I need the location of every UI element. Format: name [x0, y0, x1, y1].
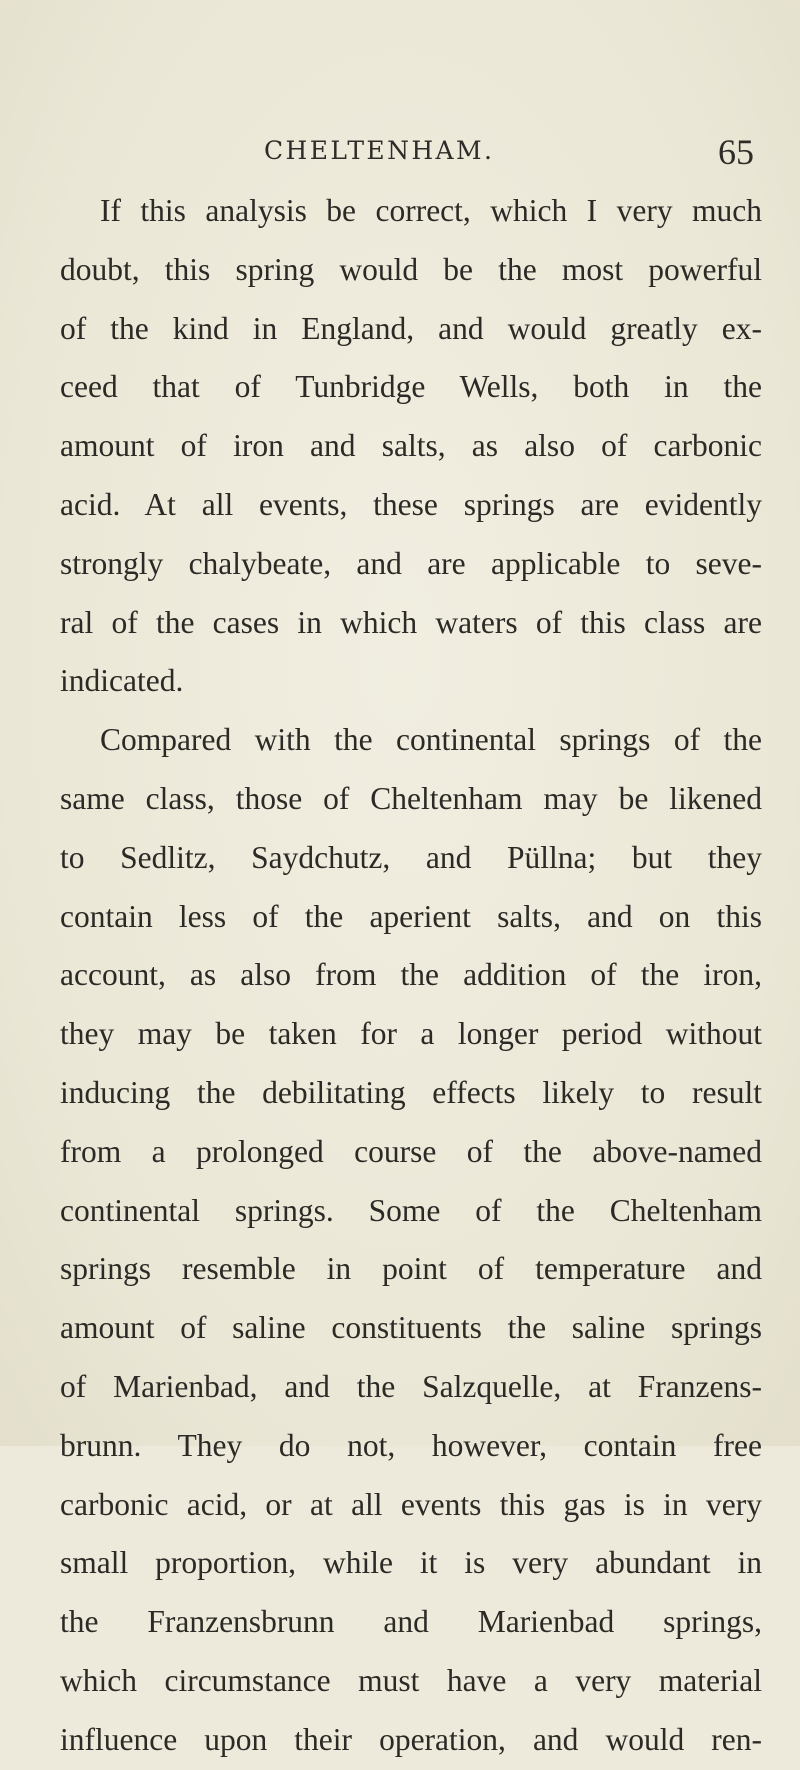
text-line: contain less of the aperient salts, and on this	[60, 898, 762, 934]
text-line: to Sedlitz, Saydchutz, and Püllna; but they	[60, 839, 762, 875]
text-line: brunn. They do not, however, contain free	[60, 1427, 762, 1463]
text-line: strongly chalybeate, and are applicable to seve-	[60, 545, 762, 581]
page-number: 65	[718, 132, 754, 172]
text-line: springs resemble in point of temperature and	[60, 1251, 762, 1287]
text-line: acid. At all events, these springs are evidently	[60, 486, 762, 522]
text-line: they may be taken for a longer period without	[60, 1016, 762, 1052]
text-line: ral of the cases in which waters of this class are	[60, 604, 762, 640]
running-head-title: CHELTENHAM.	[264, 136, 495, 165]
text-line: which circumstance must have a very material	[60, 1662, 762, 1698]
text-line: influence upon their operation, and would ren-	[60, 1721, 762, 1757]
text-line: same class, those of Cheltenham may be likened	[60, 780, 762, 816]
text-line: inducing the debilitating effects likely to result	[60, 1074, 762, 1110]
text-line: of Marienbad, and the Salzquelle, at Franzens-	[60, 1368, 762, 1404]
text-line: doubt, this spring would be the most powerful	[60, 251, 762, 287]
text-line: amount of iron and salts, as also of carbonic	[60, 428, 762, 464]
text-line: Compared with the continental springs of the	[100, 722, 762, 758]
text-line: amount of saline constituents the saline springs	[60, 1310, 762, 1346]
text-line: small proportion, while it is very abundant in	[60, 1545, 762, 1581]
text-line: If this analysis be correct, which I very much	[100, 193, 762, 228]
text-line: indicated.	[60, 663, 184, 699]
text-line: carbonic acid, or at all events this gas is in very	[60, 1486, 762, 1522]
body-text	[60, 182, 762, 1770]
text-line: of the kind in England, and would greatly ex-	[60, 310, 762, 346]
text-line: continental springs. Some of the Cheltenham	[60, 1192, 762, 1228]
text-line: the Franzensbrunn and Marienbad springs,	[60, 1604, 762, 1640]
text-line: account, as also from the addition of the iron,	[60, 957, 762, 993]
text-line: from a prolonged course of the above-named	[60, 1133, 762, 1169]
running-head	[60, 132, 762, 180]
text-line: ceed that of Tunbridge Wells, both in the	[60, 369, 762, 405]
